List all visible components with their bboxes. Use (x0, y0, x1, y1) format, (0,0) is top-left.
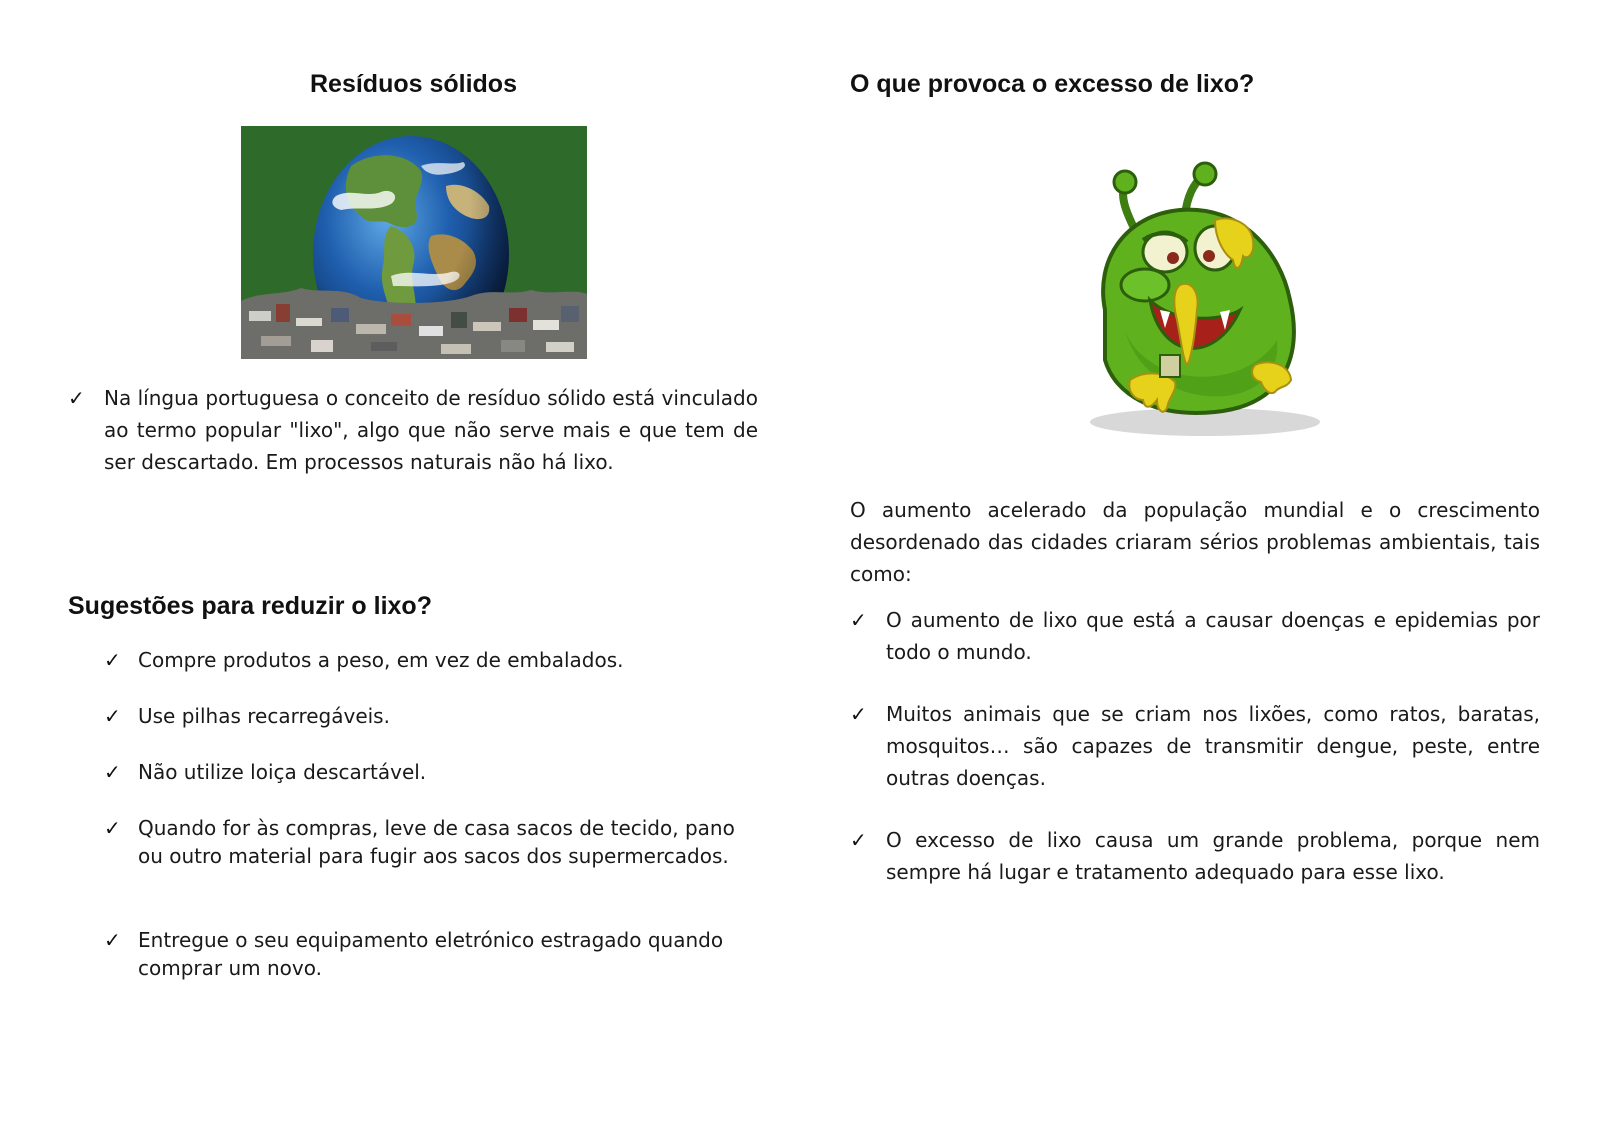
cause-text: O aumento de lixo que está a causar doenças e epidemias por todo o mundo. (886, 608, 1540, 664)
suggestion-item (104, 926, 764, 982)
suggestion-item (104, 646, 764, 674)
cause-item (850, 824, 1540, 888)
check-icon: ✓ (104, 760, 121, 784)
check-icon: ✓ (68, 386, 85, 410)
suggestion-text: Não utilize loiça descartável. (138, 760, 427, 784)
check-icon: ✓ (104, 816, 121, 840)
garbage-monster-image (1065, 160, 1340, 445)
check-icon: ✓ (104, 704, 121, 728)
cause-item (850, 604, 1540, 668)
check-icon: ✓ (104, 928, 121, 952)
suggestion-text: Use pilhas recarregáveis. (138, 704, 390, 728)
check-icon: ✓ (104, 648, 121, 672)
suggestion-item (104, 814, 764, 870)
check-icon: ✓ (850, 608, 867, 632)
section-title-excesso: O que provoca o excesso de lixo? (850, 70, 1255, 98)
suggestion-text: Entregue o seu equipamento eletrónico estragado quando comprar um novo. (138, 928, 724, 980)
definition-item (68, 382, 758, 478)
suggestion-item (104, 758, 764, 786)
section-title-sugestoes: Sugestões para reduzir o lixo? (68, 592, 432, 620)
intro-text: O aumento acelerado da população mundial e o crescimento desordenado das cidades criaram sérios problemas ambientais, tais como: (850, 498, 1540, 586)
section-title-residuos: Resíduos sólidos (310, 70, 517, 98)
suggestion-text: Compre produtos a peso, em vez de embalados. (138, 648, 624, 672)
cause-text: O excesso de lixo causa um grande problema, porque nem sempre há lugar e tratamento adequado para esse lixo. (886, 828, 1540, 884)
check-icon: ✓ (850, 828, 867, 852)
cause-text: Muitos animais que se criam nos lixões, como ratos, baratas, mosquitos… são capazes de transmitir dengue, peste, entre outras doenças. (886, 702, 1540, 790)
definition-text: Na língua portuguesa o conceito de resíduo sólido está vinculado ao termo popular "lixo", algo que não serve mais e que tem de ser descartado. Em processos naturais não há lixo. (104, 386, 758, 474)
earth-on-garbage-image (241, 126, 587, 359)
suggestion-item (104, 702, 764, 730)
check-icon: ✓ (850, 702, 867, 726)
cause-item (850, 698, 1540, 794)
suggestion-text: Quando for às compras, leve de casa sacos de tecido, pano ou outro material para fugir aos sacos dos supermercados. (138, 816, 735, 868)
